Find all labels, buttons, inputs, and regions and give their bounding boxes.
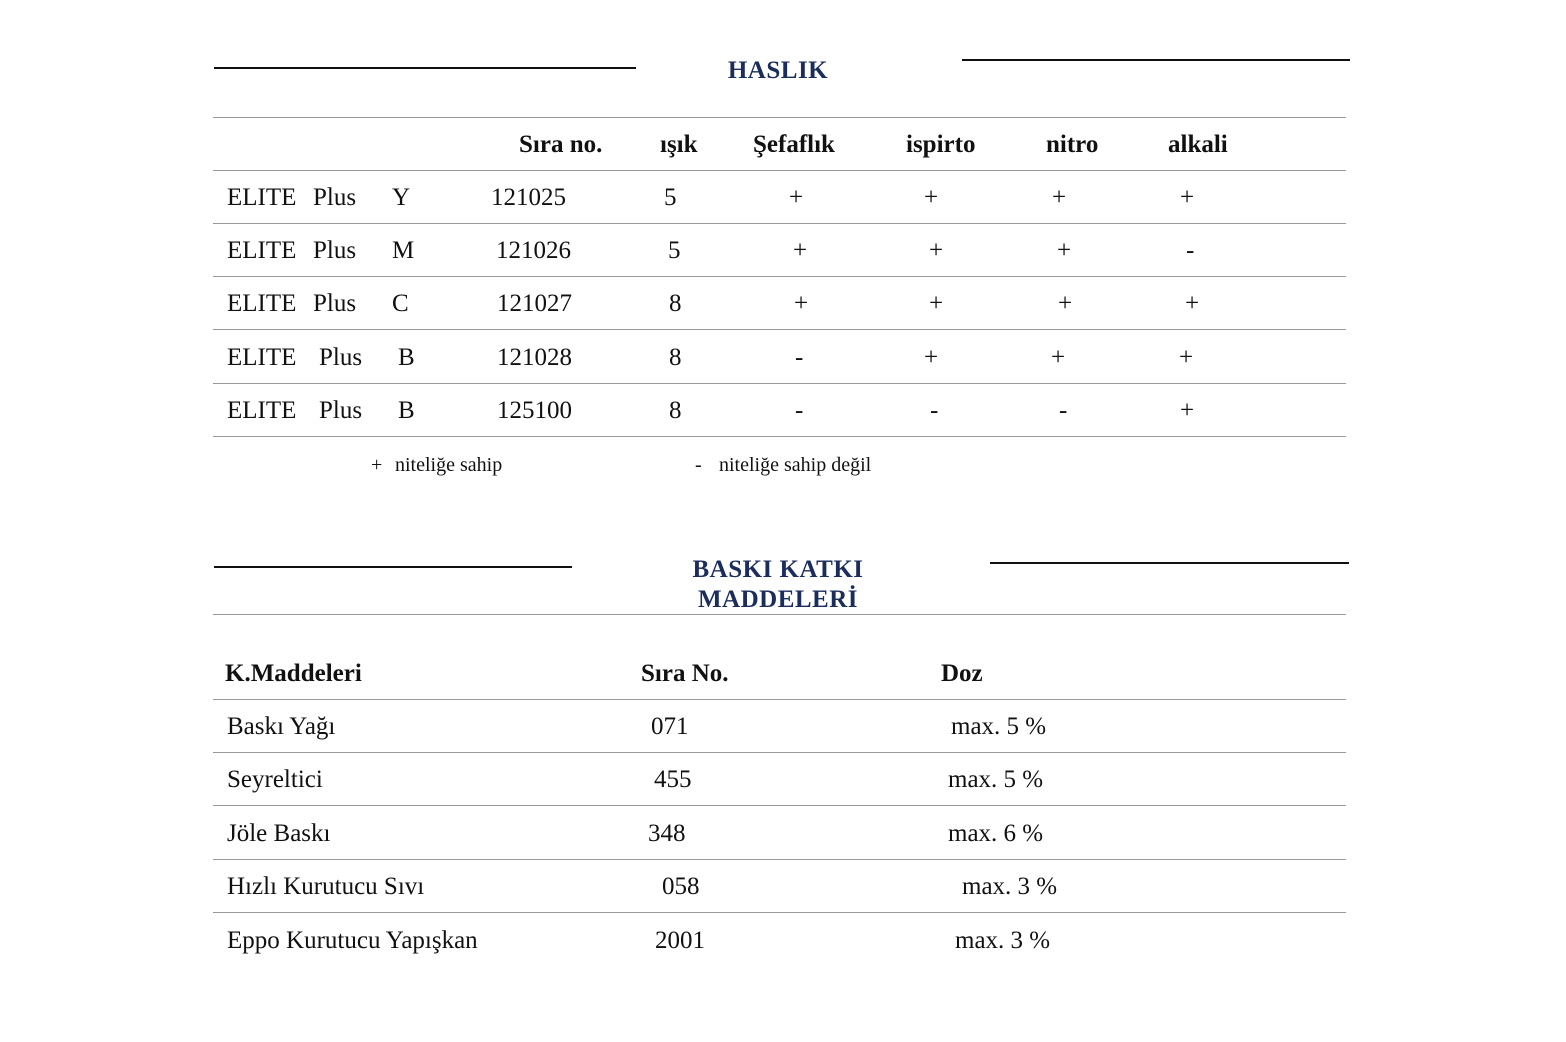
nitro-cell: + xyxy=(1052,184,1067,211)
table-rule xyxy=(213,436,1346,437)
sira-cell: 125100 xyxy=(497,397,572,424)
legend-plus-symbol: + xyxy=(371,454,383,476)
table-rule xyxy=(213,276,1346,277)
baski-title xyxy=(640,555,916,615)
sira-cell: 121026 xyxy=(496,237,571,264)
color-cell: C xyxy=(392,290,409,317)
brand-cell: ELITE xyxy=(227,290,297,317)
header-doz: Doz xyxy=(941,660,983,687)
title-rule-left xyxy=(214,67,636,69)
alkali-cell: - xyxy=(1186,237,1195,264)
sira-cell: 455 xyxy=(654,766,692,793)
header-isik: ışık xyxy=(660,131,698,158)
doz-cell: max. 6 % xyxy=(948,820,1044,847)
header-sira: Sıra no. xyxy=(519,131,603,158)
haslik-title: HASLIK xyxy=(727,57,829,84)
isik-cell: 5 xyxy=(664,184,677,211)
title-rule-right xyxy=(962,59,1350,61)
table-rule xyxy=(213,170,1346,171)
table-rule xyxy=(213,859,1346,860)
name-cell: Seyreltici xyxy=(227,766,323,793)
line-cell: Plus xyxy=(313,237,357,264)
baski-title-line2: MADDELERİ xyxy=(697,586,859,613)
isik-cell: 8 xyxy=(669,344,682,371)
isik-cell: 8 xyxy=(669,290,682,317)
table-rule xyxy=(213,699,1346,700)
alkali-cell: + xyxy=(1185,290,1200,317)
table-rule xyxy=(213,805,1346,806)
line-cell: Plus xyxy=(313,290,357,317)
doz-cell: max. 3 % xyxy=(962,873,1058,900)
header-alkali: alkali xyxy=(1168,131,1228,158)
doz-cell: max. 5 % xyxy=(951,713,1047,740)
line-cell: Plus xyxy=(319,397,363,424)
doz-cell: max. 5 % xyxy=(948,766,1044,793)
line-cell: Plus xyxy=(319,344,363,371)
color-cell: Y xyxy=(392,184,411,211)
name-cell: Jöle Baskı xyxy=(227,820,331,847)
table-rule xyxy=(213,329,1346,330)
table-rule xyxy=(213,752,1346,753)
brand-cell: ELITE xyxy=(227,184,297,211)
alkali-cell: + xyxy=(1180,397,1195,424)
color-cell: B xyxy=(398,397,415,424)
brand-cell: ELITE xyxy=(227,237,297,264)
table-rule xyxy=(213,223,1346,224)
header-name: K.Maddeleri xyxy=(225,660,362,687)
legend-minus-symbol: - xyxy=(695,454,702,476)
sefaflik-cell: + xyxy=(789,184,804,211)
sefaflik-cell: - xyxy=(795,344,804,371)
sefaflik-cell: + xyxy=(793,237,808,264)
table-rule xyxy=(213,383,1346,384)
sira-cell: 2001 xyxy=(655,927,705,954)
legend-minus-text: niteliğe sahip değil xyxy=(719,454,872,476)
name-cell: Eppo Kurutucu Yapışkan xyxy=(227,927,478,954)
ispirto-cell: + xyxy=(929,237,944,264)
sira-cell: 071 xyxy=(651,713,689,740)
table-rule xyxy=(213,117,1346,118)
ispirto-cell: + xyxy=(929,290,944,317)
ispirto-cell: + xyxy=(924,184,939,211)
isik-cell: 8 xyxy=(669,397,682,424)
legend-plus-text: niteliğe sahip xyxy=(395,454,503,476)
sira-cell: 121027 xyxy=(497,290,572,317)
name-cell: Baskı Yağı xyxy=(227,713,336,740)
nitro-cell: + xyxy=(1051,344,1066,371)
alkali-cell: + xyxy=(1180,184,1195,211)
header-sira: Sıra No. xyxy=(641,660,729,687)
color-cell: B xyxy=(398,344,415,371)
color-cell: M xyxy=(392,237,415,264)
line-cell: Plus xyxy=(313,184,357,211)
sefaflik-cell: - xyxy=(795,397,804,424)
header-ispirto: ispirto xyxy=(906,131,976,158)
brand-cell: ELITE xyxy=(227,397,297,424)
sira-cell: 058 xyxy=(662,873,700,900)
table-rule xyxy=(213,614,1346,615)
isik-cell: 5 xyxy=(668,237,681,264)
sira-cell: 121028 xyxy=(497,344,572,371)
header-nitro: nitro xyxy=(1046,131,1099,158)
header-sefaflik: Şefaflık xyxy=(753,131,835,158)
nitro-cell: + xyxy=(1057,237,1072,264)
brand-cell: ELITE xyxy=(227,344,297,371)
alkali-cell: + xyxy=(1179,344,1194,371)
title-rule-right xyxy=(990,562,1349,564)
table-rule xyxy=(213,912,1346,913)
sefaflik-cell: + xyxy=(794,290,809,317)
nitro-cell: - xyxy=(1059,397,1068,424)
doz-cell: max. 3 % xyxy=(955,927,1051,954)
baski-title-line1: BASKI KATKI xyxy=(692,556,864,583)
sira-cell: 348 xyxy=(648,820,686,847)
ispirto-cell: - xyxy=(930,397,939,424)
title-rule-left xyxy=(214,566,572,568)
ispirto-cell: + xyxy=(924,344,939,371)
nitro-cell: + xyxy=(1058,290,1073,317)
name-cell: Hızlı Kurutucu Sıvı xyxy=(227,873,425,900)
sira-cell: 121025 xyxy=(491,184,566,211)
